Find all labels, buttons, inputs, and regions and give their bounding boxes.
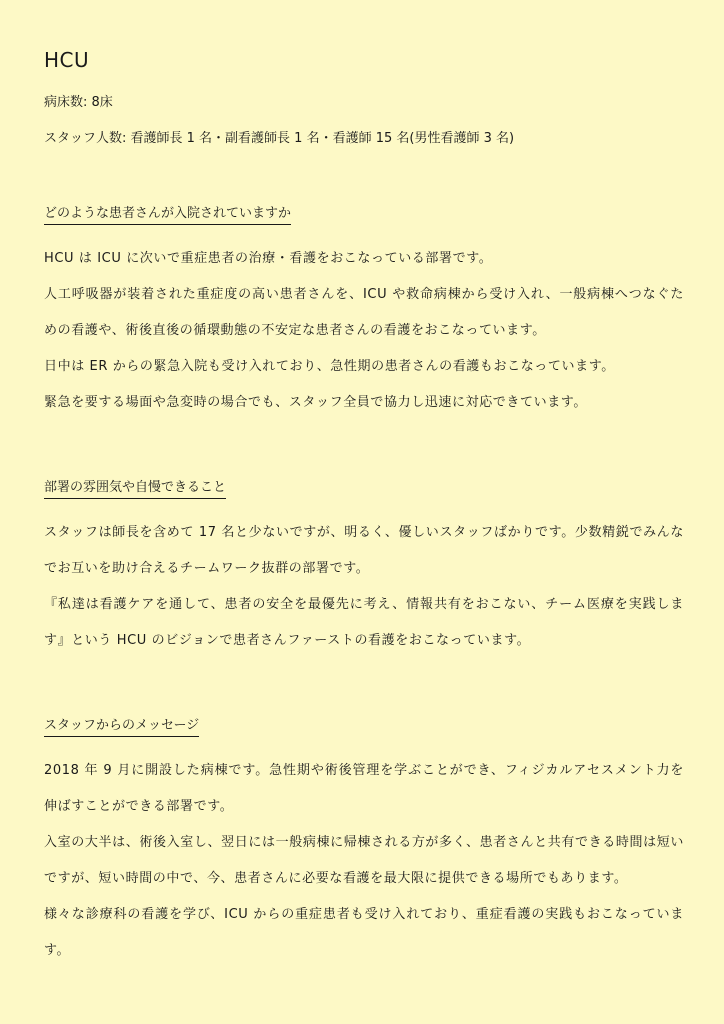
paragraph: 『私達は看護ケアを通して、患者の安全を最優先に考え、情報共有をおこない、チーム医療を実践します』という HCU のビジョンで患者さんファーストの看護をおこなっています。 [44,597,684,648]
page-title: HCU [44,48,90,72]
section-staff-message [44,714,684,969]
paragraph: 日中は ER からの緊急入院も受け入れており、急性期の患者さんの看護もおこなっています。 [44,359,615,374]
paragraph: 入室の大半は、術後入室し、翌日には一般病棟に帰棟される方が多く、患者さんと共有できる時間は短いですが、短い時間の中で、今、患者さんに必要な看護を最大限に提供できる場所でもあります。 [44,835,684,886]
paragraph: HCU は ICU に次いで重症患者の治療・看護をおこなっている部署です。 [44,251,493,266]
paragraph: スタッフは師長を含めて 17 名と少ないですが、明るく、優しいスタッフばかりです。少数精鋭でみんなでお互いを助け合えるチームワーク抜群の部署です。 [44,525,684,576]
section-atmosphere [44,476,684,659]
paragraph: 人工呼吸器が装着された重症度の高い患者さんを、ICU や救命病棟から受け入れ、一般病棟へつなぐための看護や、術後直後の循環動態の不安定な患者さんの看護をおこなっています。 [44,287,684,338]
section-patients [44,202,684,421]
section-heading: スタッフからのメッセージ [44,717,199,737]
staff-count: スタッフ人数: 看護師長 1 名・副看護師長 1 名・看護師 15 名(男性看護師 3 名) [44,131,515,146]
paragraph: 緊急を要する場面や急変時の場合でも、スタッフ全員で協力し迅速に対応できています。 [44,395,587,410]
section-heading: どのような患者さんが入院されていますか [44,205,291,225]
paragraph: 様々な診療科の看護を学び、ICU からの重症患者も受け入れており、重症看護の実践もおこなっています。 [44,907,684,958]
paragraph: 2018 年 9 月に開設した病棟です。急性期や術後管理を学ぶことができ、フィジカルアセスメント力を伸ばすことができる部署です。 [44,763,684,814]
section-heading: 部署の雰囲気や自慢できること [44,479,226,499]
bed-count: 病床数: 8床 [44,95,113,110]
